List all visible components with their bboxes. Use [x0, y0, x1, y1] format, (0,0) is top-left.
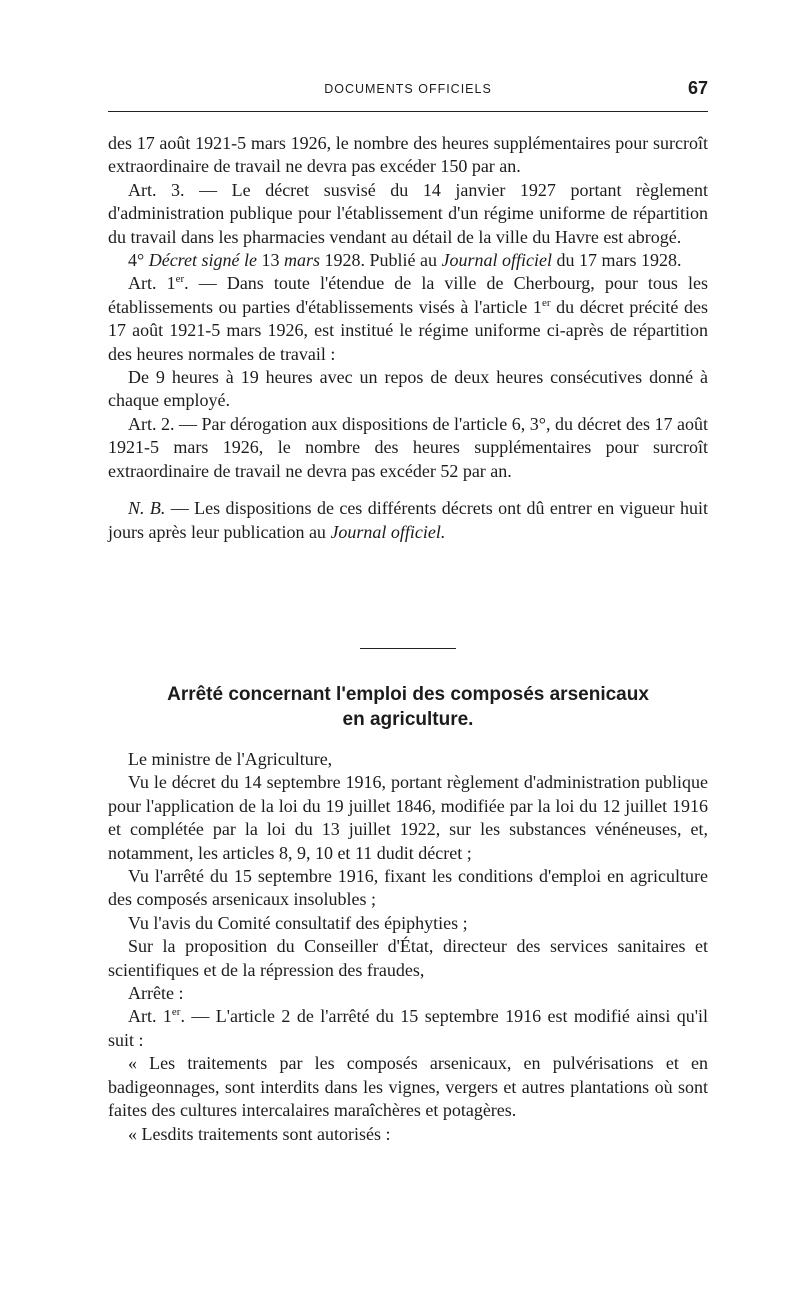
heading-line-1: Arrêté concernant l'emploi des composés arsenicaux — [167, 684, 649, 705]
paragraph-article-1 — [108, 1005, 708, 1052]
paragraph-vu-decret: Vu le décret du 14 septembre 1916, portant règlement d'administration publique pour l'application de la loi du 19 juillet 1846, modifiée par la loi du 12 juillet 1916 et complétée par la loi du 13 juillet 1922, sur les substances vénéneuses, et, notamment, les articles 8, 9, 10 et 11 dudit décret ; — [108, 772, 708, 863]
paragraph-art-1 — [108, 272, 708, 366]
article-text-b: du décret précité des 17 août 1921-5 mars 1926, est institué le régime uniforme ci-après de répartition des heures normales de travail : — [108, 296, 709, 364]
decree-published: 1928. Publié au — [324, 250, 438, 271]
paragraph-nota-bene — [108, 497, 708, 544]
journal-officiel-title: Journal officiel. — [330, 521, 446, 542]
article-text: . — L'article 2 de l'arrêté du 15 septembre 1916 est modifié ainsi qu'il suit : — [108, 1006, 708, 1050]
nota-bene-text: — Les dispositions de ces différents décrets ont dû entrer en vigueur huit jours après leur publication au — [108, 498, 708, 542]
paragraph-authorized: « Lesdits traitements sont autorisés : — [128, 1123, 391, 1144]
paragraph-continuation: des 17 août 1921-5 mars 1926, le nombre des heures supplémentaires pour surcroît extraordinaire de travail ne devra pas excéder 150 par an. — [108, 133, 708, 177]
decree-signed-label: Décret signé le — [148, 250, 257, 271]
article-ordinal-2: er — [541, 296, 551, 309]
article-ordinal: er — [171, 1006, 181, 1019]
paragraph-vu-arrete: Vu l'arrêté du 15 septembre 1916, fixant les conditions d'emploi en agriculture des composés arsenicaux insolubles ; — [108, 866, 708, 910]
paragraph-minister: Le ministre de l'Agriculture, — [128, 749, 333, 769]
journal-officiel-title: Journal officiel — [441, 250, 552, 271]
publication-date: du 17 mars 1928. — [556, 250, 682, 271]
page-number: 67 — [687, 78, 708, 98]
paragraph-treatments: « Les traitements par les composés arsenicaux, en pulvérisations et en badigeonnages, sont interdits dans les vignes, vergers et autres plantations où sont faites des cultures intercalaires maraîchères et potagères. — [108, 1053, 708, 1121]
paragraph-art-2: Art. 2. — Par dérogation aux dispositions de l'article 6, 3°, du décret des 17 août 1921-5 mars 1926, le nombre des heures supplémentaires pour surcroît extraordinaire de travail ne devra pas excéder 52 par an. — [108, 413, 708, 481]
paragraph-vu-avis: Vu l'avis du Comité consultatif des épiphyties ; — [128, 912, 468, 933]
running-header — [108, 78, 708, 108]
paragraph-art-3: Art. 3. — Le décret susvisé du 14 janvier 1927 portant règlement d'administration publique pour l'établissement d'un régime uniforme de répartition du travail dans les pharmacies vendant au détail de la ville du Havre est abrogé. — [108, 179, 708, 247]
decree-day: 13 — [261, 250, 280, 271]
header-rule — [108, 111, 708, 112]
section-heading — [108, 682, 708, 732]
running-title: DOCUMENTS OFFICIELS — [324, 82, 492, 96]
article-label: Art. 1 — [128, 273, 176, 294]
decree-text-block — [108, 132, 708, 544]
decree-month: mars — [284, 250, 321, 271]
nota-bene-label: N. B. — [128, 498, 166, 519]
paragraph-proposition: Sur la proposition du Conseiller d'État, directeur des services sanitaires et scientifiques et de la répression des fraudes, — [108, 936, 708, 980]
paragraph-decree-4 — [108, 249, 708, 272]
article-text-a: . — Dans toute l'étendue de la ville de Cherbourg, pour tous les établissements ou parties d'établissements visés à l'article 1 — [108, 273, 709, 317]
paragraph-arrete: Arrête : — [128, 983, 184, 1004]
article-ordinal: er — [175, 273, 185, 286]
decree-number: 4° — [128, 250, 145, 271]
heading-line-2: en agriculture. — [342, 709, 474, 730]
arrete-text-block — [108, 748, 708, 1146]
paragraph-schedule: De 9 heures à 19 heures avec un repos de deux heures consécutives donné à chaque employé. — [108, 367, 708, 411]
article-label: Art. 1 — [128, 1006, 172, 1027]
section-separator — [360, 648, 456, 649]
